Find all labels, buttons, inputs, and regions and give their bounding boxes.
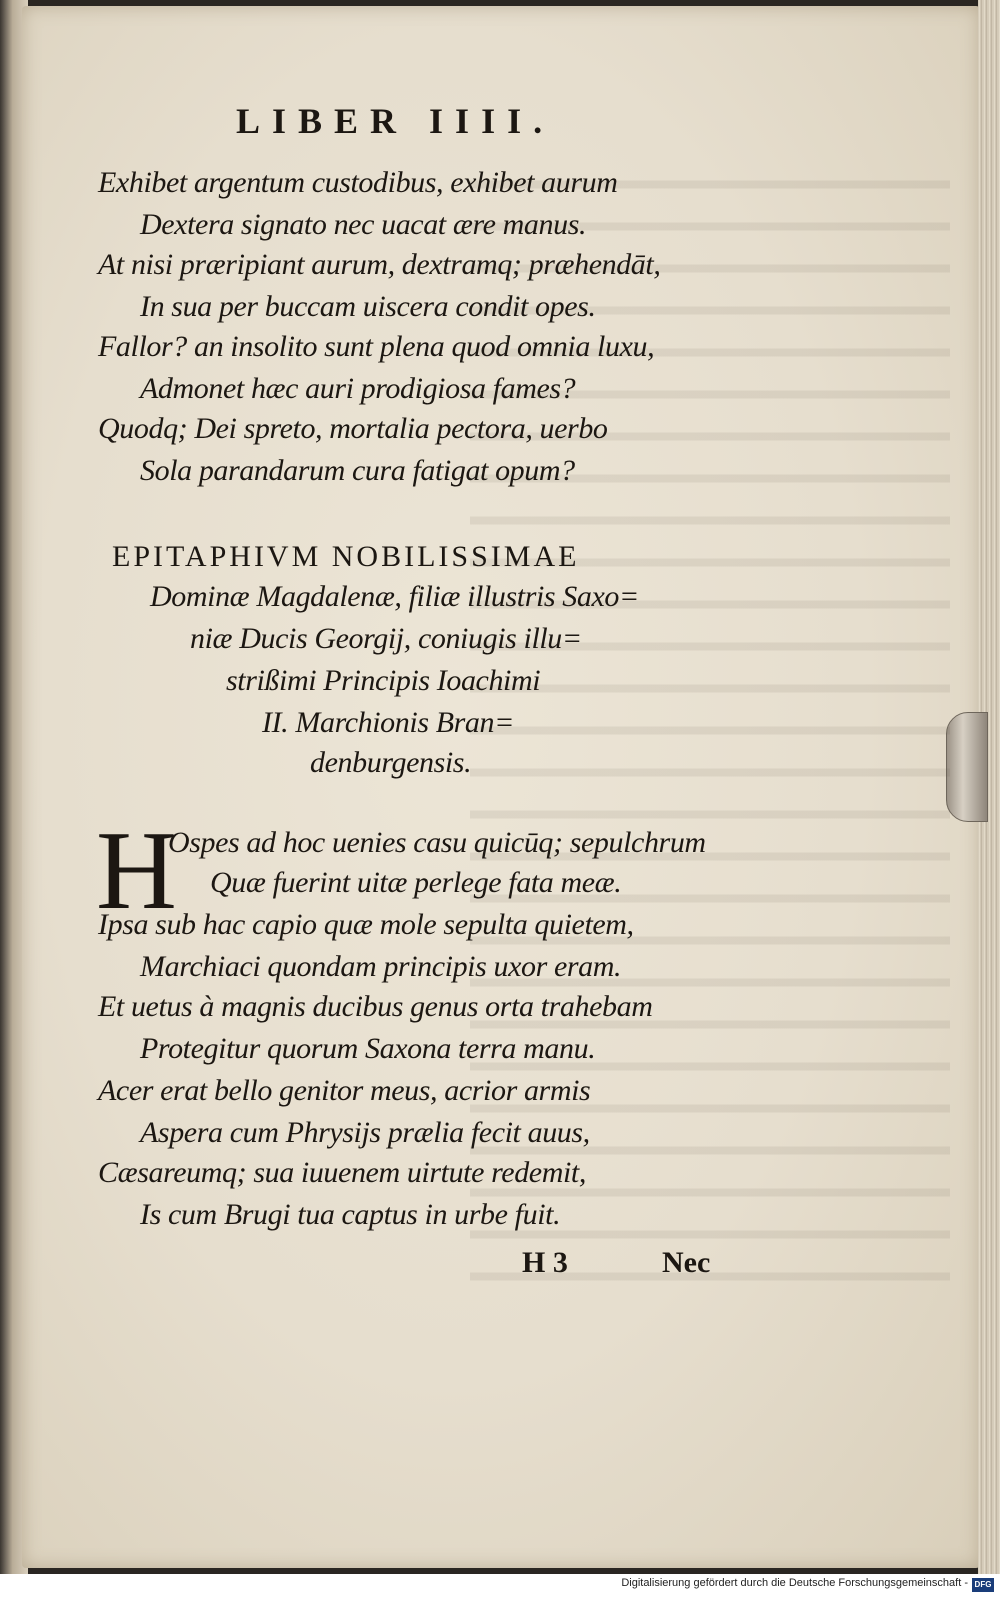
- signature-mark: H 3: [522, 1246, 568, 1279]
- poem1-line-2: Dextera signato nec uacat ære manus.: [140, 208, 587, 241]
- poem2-line-5: Et uetus à magnis ducibus genus orta trahebam: [98, 990, 653, 1023]
- epitaph-subtitle-line-2: niæ Ducis Georgij, coniugis illu=: [190, 622, 582, 655]
- poem1-line-3: At nisi præripiant aurum, dextramq; præhendāt,: [98, 248, 661, 281]
- poem2-line-6: Protegitur quorum Saxona terra manu.: [140, 1032, 596, 1065]
- funding-credit: Digitalisierung gefördert durch die Deutsche Forschungsgemeinschaft -: [621, 1577, 968, 1589]
- epitaph-subtitle-line-5: denburgensis.: [310, 746, 472, 779]
- epitaph-subtitle-line-4: II. Marchionis Bran=: [262, 706, 514, 739]
- poem2-line-2: Quæ fuerint uitæ perlege fata meæ.: [210, 866, 622, 899]
- poem1-line-8: Sola parandarum cura fatigat opum?: [140, 454, 575, 487]
- digitization-footer: [0, 1574, 1000, 1597]
- poem1-line-4: In sua per buccam uiscera condit opes.: [140, 290, 596, 323]
- poem2-line-4: Marchiaci quondam principis uxor eram.: [140, 950, 622, 983]
- page-clip: [946, 712, 988, 822]
- catchword: Nec: [662, 1246, 711, 1279]
- poem2-line-10: Is cum Brugi tua captus in urbe fuit.: [140, 1198, 561, 1231]
- poem2-line-9: Cæsareumq; sua iuuenem uirtute redemit,: [98, 1156, 586, 1189]
- poem2-line-8: Aspera cum Phrysijs prælia fecit auus,: [140, 1116, 590, 1149]
- epitaph-subtitle-line-3: strißimi Principis Ioachimi: [226, 664, 541, 697]
- epitaph-title: EPITAPHIVM NOBILISSIMAE: [112, 540, 580, 573]
- poem2-line-7: Acer erat bello genitor meus, acrior armis: [98, 1074, 591, 1107]
- poem1-line-1: Exhibet argentum custodibus, exhibet aurum: [98, 166, 618, 199]
- poem1-line-6: Admonet hæc auri prodigiosa fames?: [140, 372, 576, 405]
- poem1-line-7: Quodq; Dei spreto, mortalia pectora, uerbo: [98, 412, 608, 445]
- poem1-line-5: Fallor? an insolito sunt plena quod omnia luxu,: [98, 330, 655, 363]
- epitaph-subtitle-line-1: Dominæ Magdalenæ, filiæ illustris Saxo=: [150, 580, 639, 613]
- drop-cap: H: [96, 809, 177, 933]
- poem2-line-3: Ipsa sub hac capio quæ mole sepulta quietem,: [98, 908, 634, 941]
- dfg-logo: DFG: [972, 1578, 994, 1592]
- poem2-first-line: Ospes ad hoc uenies casu quicūq; sepulchrum: [168, 826, 706, 859]
- running-title: LIBER IIII.: [236, 101, 555, 141]
